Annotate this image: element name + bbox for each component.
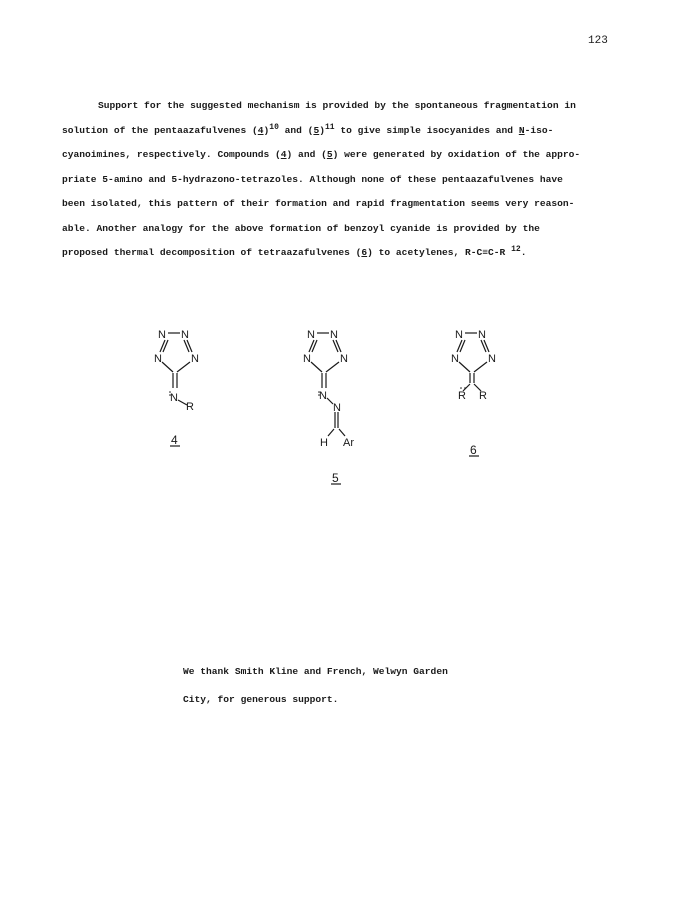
atom-n: N — [307, 329, 315, 341]
atom-h: H — [320, 437, 328, 449]
paragraph-line: priate 5-amino and 5-hydrazono-tetrazoles. Although none of these pentaazafulvenes have — [62, 173, 563, 185]
atom-n: N — [340, 353, 348, 365]
atom-n: N — [330, 329, 338, 341]
atom-n: N — [319, 390, 327, 402]
atom-n: N — [333, 402, 341, 414]
acknowledgement — [183, 658, 448, 714]
atom-r: R — [458, 390, 466, 402]
atom-n: N — [170, 392, 178, 404]
atom-n: N — [455, 329, 463, 341]
atom-r: R — [186, 401, 194, 413]
structure-5-label: 5 — [332, 471, 339, 485]
atom-n: N — [154, 353, 162, 365]
acknowledgement-line: City, for generous support. — [183, 694, 339, 705]
atom-n: N — [478, 329, 486, 341]
structure-4-bonds — [160, 333, 192, 446]
atom-n: N — [303, 353, 311, 365]
paragraph-line: able. Another analogy for the above formation of benzoyl cyanide is provided by the — [62, 222, 540, 234]
structure-6-label: 6 — [470, 443, 477, 457]
atom-n: N — [451, 353, 459, 365]
atom-n: N — [191, 353, 199, 365]
paragraph-line: solution of the pentaazafulvenes $(4)^{10}$ and $(5)^{11}$ to give simple isocyanides and N-iso- — [62, 122, 554, 136]
structure-4-label: 4 — [171, 433, 178, 447]
paragraph-line: Support for the suggested mechanism is provided by the spontaneous fragmentation in — [98, 100, 576, 111]
atom-n: N — [488, 353, 496, 365]
page-number: 123 — [588, 35, 608, 47]
atom-n: N — [181, 329, 189, 341]
paragraph-line: proposed thermal decomposition of tetraazafulvenes (6) to acetylenes, R-C≡C-R $^{12}$. — [62, 245, 527, 258]
paragraph-line: cyanoimines, respectively. Compounds (4) and (5) were generated by oxidation of the appro- — [62, 149, 581, 160]
atom-ar: Ar — [343, 437, 354, 449]
paragraph-line: been isolated, this pattern of their formation and rapid fragmentation seems very reason- — [62, 198, 575, 209]
acknowledgement-line: We thank Smith Kline and French, Welwyn Garden — [183, 666, 448, 677]
atom-r: R — [479, 390, 487, 402]
atom-n: N — [158, 329, 166, 341]
